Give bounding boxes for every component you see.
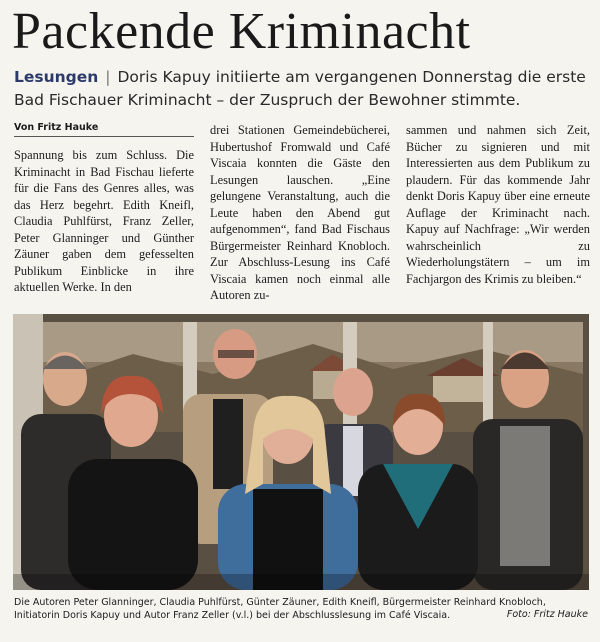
photo-credit: Foto: Fritz Hauke [506,609,588,620]
headline: Packende Kriminacht [12,3,471,60]
group-photo-illustration [13,314,589,590]
article-column-3: sammen und nahmen sich Zeit, Bücher zu signieren und mit Interessierten aus dem Publikum zu plaudern. Für das kommende Jahr denkt Doris Kapuy über eine erneute Auflage der Kriminacht nach. Kapuy auf Nachfrage: „Wir werden wahrscheinlich zu Wiederholungstätern – um im Fachjargon des Krimis zu bleiben.“ [406,123,590,286]
kicker: Lesungen [14,68,99,86]
lead-paragraph [14,66,589,112]
article-column-1: Spannung bis zum Schluss. Die Kriminacht in Bad Fischau lieferte für die Fans des Genres alles, was das Herz begehrt. Edith Kneifl, Claudia Puhlfürst, Franz Zeller, Peter Glanninger und Günther Zäuner gaben dem gefesselten Publikum Einblicke in ihre aktuellen Werke. In den [14,148,194,294]
group-photo [13,314,589,590]
lead-text: Doris Kapuy initiierte am vergangenen Donnerstag die erste Bad Fischauer Kriminacht – der Zuspruch der Bewohner stimmte. [14,68,586,109]
article-column-2: drei Stationen Gemeindebücherei, Hubertushof Fromwald und Café Viscaia konnten die Gäste den Lesungen lauschen. „Eine gelungene Veranstaltung, auch die Leute haben den Abend gut aufgenommen“, fand Bad Fischaus Bürgermeister Reinhard Knobloch. Zur Abschluss-Lesung ins Café Viscaia kamen noch einmal alle Autoren zu- [210,123,390,302]
photo-caption: Die Autoren Peter Glanninger, Claudia Puhlfürst, Günter Zäuner, Edith Kneifl, Bürgermeister Reinhard Knobloch, Initiatorin Doris Kapuy und Autor Franz Zeller (v.l.) bei der Abschlusslesung im Café Viscaia. [14,597,546,621]
kicker-separator: | [105,68,111,86]
byline: Von Fritz Hauke [14,122,194,137]
